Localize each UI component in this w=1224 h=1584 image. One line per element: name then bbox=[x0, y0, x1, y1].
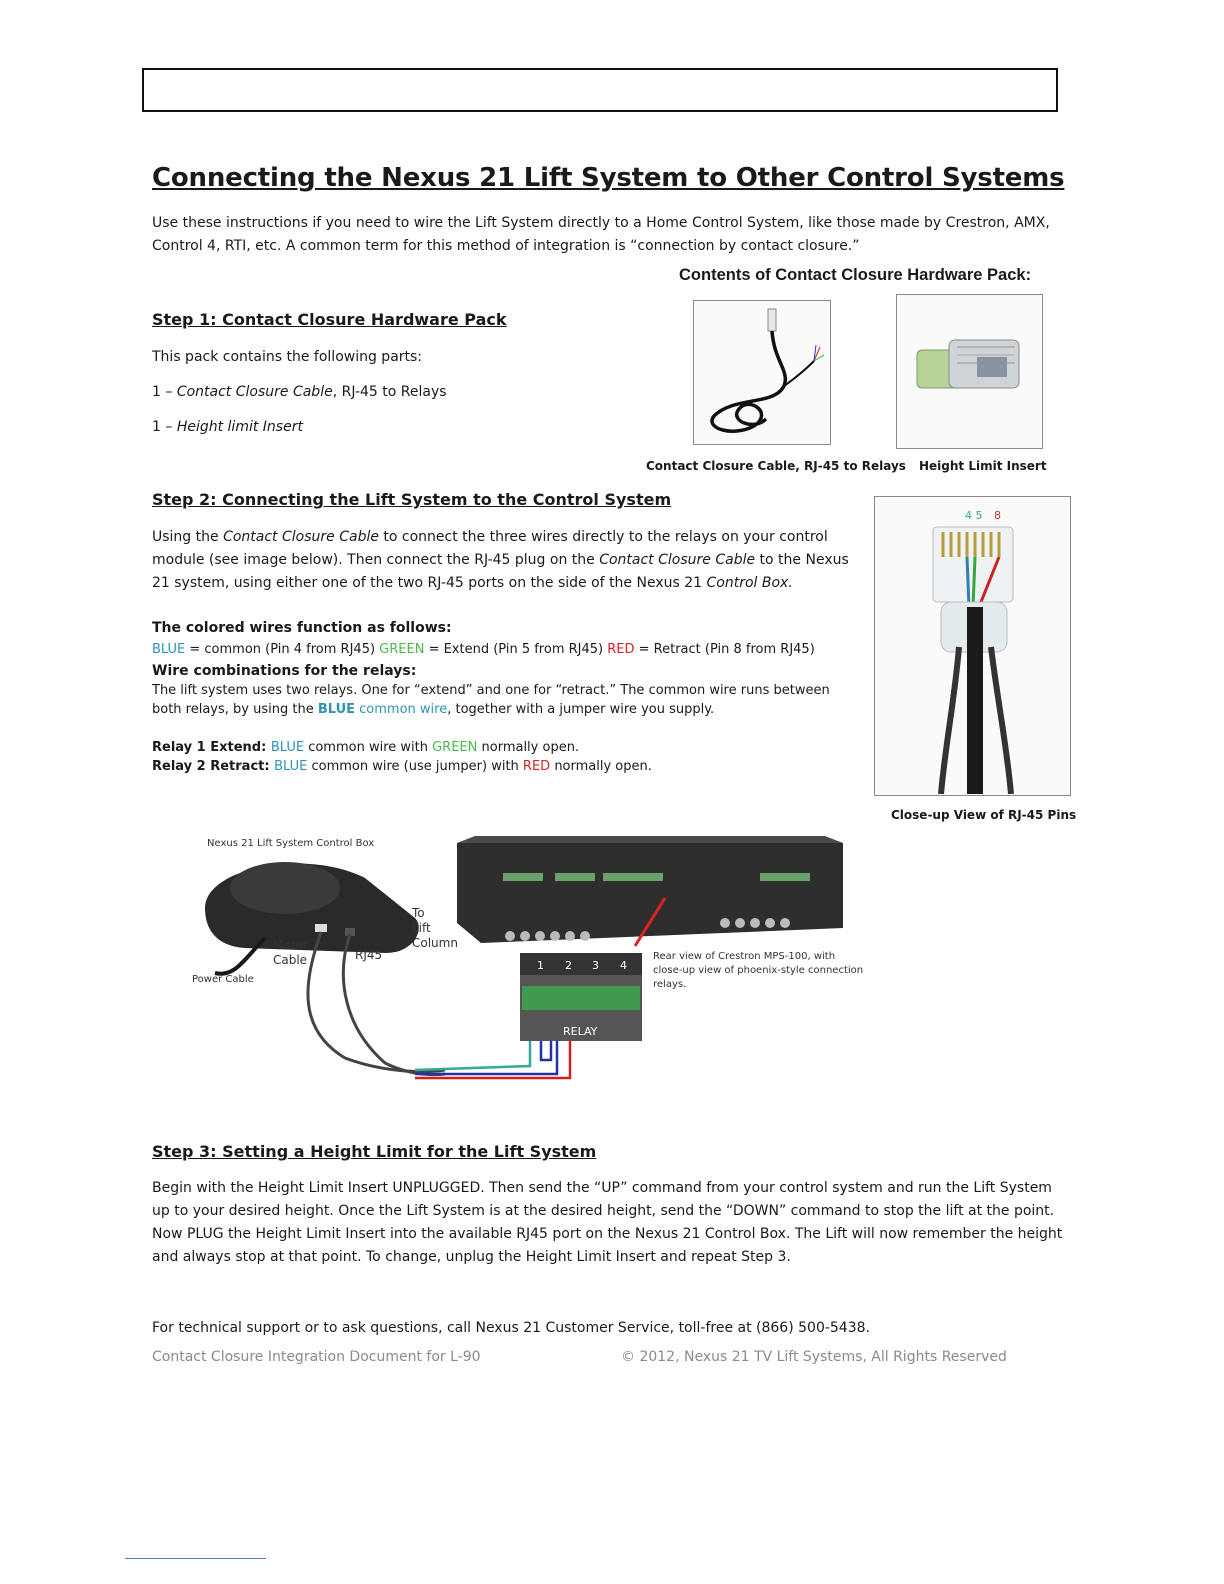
relay-label: RELAY bbox=[563, 1025, 598, 1038]
legend-red-desc: = Retract (Pin 8 from RJ45) bbox=[634, 642, 815, 657]
insert-photo bbox=[896, 294, 1043, 449]
s2p1a: Using the bbox=[152, 529, 224, 545]
relay-num-1: 1 bbox=[537, 959, 544, 972]
s2p3a: 21 system, using either one of the two RJ-45 ports on the side of the Nexus 21 bbox=[152, 575, 707, 591]
step1-item-2 bbox=[152, 416, 303, 439]
step3-line-2: up to your desired height. Once the Lift System is at the desired height, send the “DOWN” command to stop the lift at the point. bbox=[152, 1203, 1055, 1219]
legend-red: RED bbox=[607, 642, 635, 657]
step1-heading: Step 1: Contact Closure Hardware Pack bbox=[152, 310, 507, 329]
combo-text bbox=[152, 681, 852, 719]
legend-green: GREEN bbox=[379, 642, 425, 657]
item1-suffix: , RJ-45 to Relays bbox=[332, 384, 447, 400]
s2p2a: module (see image below). Then connect the RJ-45 plug on the bbox=[152, 552, 600, 568]
step1-intro: This pack contains the following parts: bbox=[152, 349, 423, 365]
step2-line-3 bbox=[152, 572, 862, 595]
rj45-pin-label-right: 8 bbox=[994, 509, 1001, 522]
to-lift-line-1: To bbox=[412, 906, 425, 920]
rj45-label: RJ45 bbox=[355, 948, 383, 962]
s2p2b: Contact Closure Cable bbox=[599, 552, 756, 568]
relay1-label: Relay 1 Extend: bbox=[152, 740, 271, 755]
rj45-pin-label-left: 4 5 bbox=[965, 509, 983, 522]
relay1-end: normally open. bbox=[477, 740, 580, 755]
footer-right: © 2012, Nexus 21 TV Lift Systems, All Rights Reserved bbox=[621, 1349, 1007, 1365]
footer-left: Contact Closure Integration Document for L-90 bbox=[152, 1349, 481, 1365]
motor-line-1: Motor bbox=[273, 938, 308, 952]
cable-photo bbox=[693, 300, 831, 445]
to-lift-column-label bbox=[412, 906, 458, 951]
rear-line-1: Rear view of Crestron MPS-100, with bbox=[653, 951, 836, 962]
item2-name: Height limit Insert bbox=[176, 419, 303, 435]
legend-blue-desc: = common (Pin 4 from RJ45) bbox=[185, 642, 380, 657]
insert-caption: Height Limit Insert bbox=[919, 459, 1047, 473]
legend-blue: BLUE bbox=[152, 642, 186, 657]
wires-legend bbox=[152, 640, 872, 659]
relay1-blue: BLUE bbox=[270, 740, 305, 755]
step3-paragraph bbox=[152, 1177, 1072, 1269]
combo-2b: BLUE bbox=[317, 702, 356, 717]
item2-prefix: 1 – bbox=[152, 419, 177, 435]
page-title: Connecting the Nexus 21 Lift System to Other Control Systems bbox=[152, 163, 1065, 193]
header-box bbox=[142, 68, 1058, 112]
relay-num-4: 4 bbox=[620, 959, 627, 972]
intro-line-1: Use these instructions if you need to wire the Lift System directly to a Home Control System, like those made by Crestron, AMX, bbox=[152, 215, 1050, 231]
step3-line-4: and always stop at that point. To change, unplug the Height Limit Insert and repeat Step 3. bbox=[152, 1249, 791, 1265]
item1-prefix: 1 – bbox=[152, 384, 177, 400]
intro-paragraph bbox=[152, 212, 1072, 258]
relay-2-line bbox=[152, 757, 852, 776]
s2p2c: to the Nexus bbox=[755, 552, 849, 568]
motor-cable-label bbox=[273, 938, 308, 968]
intro-line-2: Control 4, RTI, etc. A common term for this method of integration is “connection by contact closure.” bbox=[152, 238, 860, 254]
rj45-photo bbox=[874, 496, 1071, 796]
combo-2a: both relays, by using the bbox=[152, 702, 318, 717]
relay1-green: GREEN bbox=[432, 740, 478, 755]
motor-line-2: Cable bbox=[273, 953, 308, 967]
combo-2c: common wire bbox=[355, 702, 448, 717]
legend-green-desc: = Extend (Pin 5 from RJ45) bbox=[424, 642, 608, 657]
cable-illustration bbox=[694, 301, 829, 443]
cable-caption: Contact Closure Cable, RJ-45 to Relays bbox=[646, 459, 906, 473]
step2-line-1 bbox=[152, 526, 862, 549]
rear-line-3: relays. bbox=[653, 979, 687, 990]
relay1-mid: common wire with bbox=[304, 740, 433, 755]
rj45-caption: Close-up View of RJ-45 Pins bbox=[891, 808, 1077, 822]
s2p3b: Control Box. bbox=[706, 575, 793, 591]
relay-num-3: 3 bbox=[592, 959, 599, 972]
combo-line-1: The lift system uses two relays. One for “extend” and one for “retract.” The common wire runs between bbox=[152, 683, 830, 698]
rj45-illustration bbox=[875, 497, 1069, 794]
relay2-red: RED bbox=[522, 759, 551, 774]
combo-heading: Wire combinations for the relays: bbox=[152, 663, 417, 679]
step2-heading: Step 2: Connecting the Lift System to the Control System bbox=[152, 490, 672, 509]
rear-line-2: close-up view of phoenix-style connection bbox=[653, 965, 864, 976]
step2-line-2 bbox=[152, 549, 862, 572]
s2p1c: to connect the three wires directly to the relays on your control bbox=[378, 529, 828, 545]
rear-view-label bbox=[653, 950, 863, 992]
step1-item-1 bbox=[152, 381, 447, 404]
wires-heading: The colored wires function as follows: bbox=[152, 620, 452, 636]
relay2-end: normally open. bbox=[550, 759, 652, 774]
relay2-blue: BLUE bbox=[274, 759, 308, 774]
item1-name: Contact Closure Cable bbox=[176, 384, 333, 400]
combo-line-2 bbox=[152, 700, 852, 719]
to-lift-line-3: Column bbox=[412, 936, 458, 950]
s2p1b: Contact Closure Cable bbox=[223, 529, 379, 545]
relay-text bbox=[152, 738, 852, 776]
relay2-mid: common wire (use jumper) with bbox=[307, 759, 523, 774]
wiring-diagram bbox=[185, 828, 875, 1096]
support-line: For technical support or to ask questions, call Nexus 21 Customer Service, toll-free at (866) 500-5438. bbox=[152, 1320, 870, 1336]
step2-paragraph bbox=[152, 526, 862, 595]
relay-1-line bbox=[152, 738, 852, 757]
control-box-label: Nexus 21 Lift System Control Box bbox=[207, 838, 375, 849]
power-cable-label: Power Cable bbox=[192, 974, 254, 985]
step3-line-1: Begin with the Height Limit Insert UNPLUGGED. Then send the “UP” command from your control system and run the Lift System bbox=[152, 1180, 1052, 1196]
step3-heading: Step 3: Setting a Height Limit for the Lift System bbox=[152, 1142, 597, 1161]
step3-line-3: Now PLUG the Height Limit Insert into the available RJ45 port on the Nexus 21 Control Box. The Lift will now remember the height bbox=[152, 1226, 1063, 1242]
relay-num-2: 2 bbox=[565, 959, 572, 972]
combo-2d: , together with a jumper wire you supply. bbox=[447, 702, 715, 717]
relay2-label: Relay 2 Retract: bbox=[152, 759, 275, 774]
pack-title: Contents of Contact Closure Hardware Pack: bbox=[679, 266, 1032, 284]
insert-illustration bbox=[897, 295, 1041, 447]
to-lift-line-2: Lift bbox=[412, 921, 431, 935]
footnote-separator bbox=[125, 1558, 266, 1559]
